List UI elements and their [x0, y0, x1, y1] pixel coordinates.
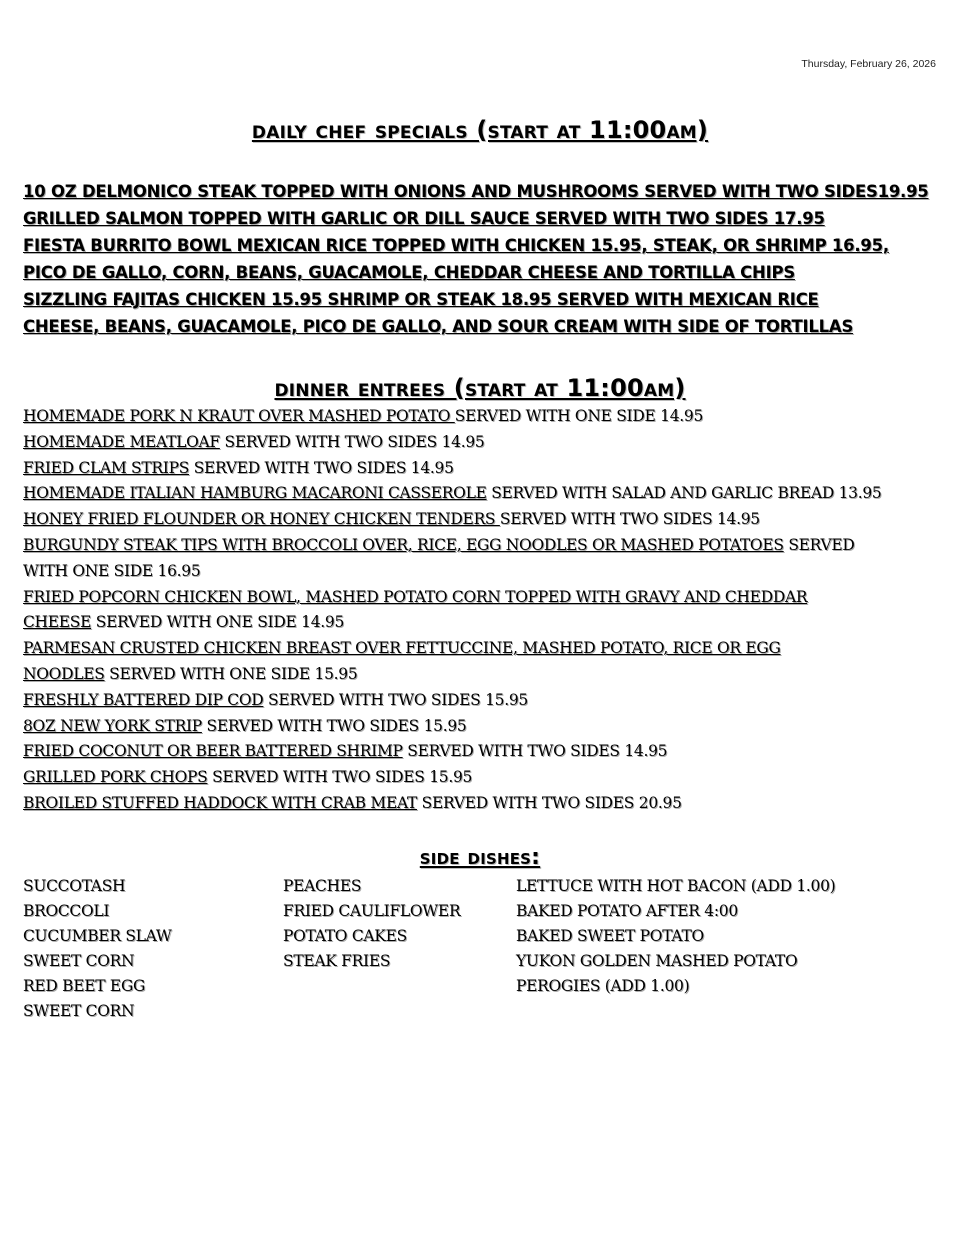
- sides-column-1: [23, 874, 172, 1024]
- entree-line: [23, 559, 938, 585]
- entrees-list: [23, 404, 938, 817]
- special-line: PICO DE GALLO, CORN, BEANS, GUACAMOLE, CHEDDAR CHEESE AND TORTILLA CHIPS: [23, 263, 795, 282]
- special-line: 10 OZ DELMONICO STEAK TOPPED WITH ONIONS AND MUSHROOMS SERVED WITH TWO SIDES19.95: [23, 182, 929, 201]
- entree-name: FRESHLY BATTERED DIP COD: [23, 690, 264, 709]
- entree-name: BROILED STUFFED HADDOCK WITH CRAB MEAT: [23, 793, 418, 812]
- entree-name: HOMEMADE MEATLOAF: [23, 432, 220, 451]
- entree-line: [23, 456, 938, 482]
- entree-name: 8OZ NEW YORK STRIP: [23, 716, 202, 735]
- entree-detail: SERVED WITH TWO SIDES 15.95: [207, 768, 473, 787]
- side-item: STEAK FRIES: [283, 952, 391, 970]
- side-item: SWEET CORN: [23, 952, 135, 970]
- entree-detail: SERVED WITH TWO SIDES 15.95: [263, 690, 528, 709]
- side-item: PEACHES: [283, 877, 362, 895]
- side-item: CUCUMBER SLAW: [23, 927, 172, 945]
- side-item: RED BEET EGG: [23, 977, 146, 995]
- entree-name: FRIED CLAM STRIPS: [23, 458, 190, 477]
- sides-column-2: [283, 874, 460, 974]
- entree-line: [23, 791, 938, 817]
- entree-line: [23, 430, 938, 456]
- side-item: YUKON GOLDEN MASHED POTATO: [516, 952, 798, 970]
- entree-name: GRILLED PORK CHOPS: [23, 768, 208, 787]
- entrees-heading: dinner entrees (start at 11:00am): [274, 374, 686, 402]
- side-item: SWEET CORN: [23, 1002, 135, 1020]
- entree-detail: SERVED WITH TWO SIDES 20.95: [417, 793, 682, 812]
- side-item: PEROGIES (ADD 1.00): [516, 977, 690, 995]
- entree-line: [23, 739, 938, 765]
- entree-name: BURGUNDY STEAK TIPS WITH BROCCOLI OVER, RICE, EGG NOODLES OR MASHED POTATOES: [23, 535, 784, 554]
- entree-detail: SERVED WITH TWO SIDES 14.95: [219, 432, 485, 451]
- side-item: FRIED CAULIFLOWER: [283, 902, 461, 920]
- side-item: BROCCOLI: [23, 902, 110, 920]
- entree-detail: SERVED WITH TWO SIDES 14.95: [189, 458, 454, 477]
- entree-detail: WITH ONE SIDE 16.95: [23, 561, 201, 580]
- entree-line: [23, 662, 938, 688]
- entree-name: HOMEMADE PORK N KRAUT OVER MASHED POTATO: [23, 407, 455, 425]
- entree-detail: SERVED WITH ONE SIDE 14.95: [454, 407, 704, 425]
- entree-detail: SERVED WITH TWO SIDES 14.95: [402, 742, 668, 761]
- entree-name: FRIED POPCORN CHICKEN BOWL, MASHED POTATO CORN TOPPED WITH GRAVY AND CHEDDAR: [23, 587, 808, 606]
- entree-name: PARMESAN CRUSTED CHICKEN BREAST OVER FETTUCCINE, MASHED POTATO, RICE OR EGG: [23, 639, 781, 658]
- entree-name: FRIED COCONUT OR BEER BATTERED SHRIMP: [23, 742, 403, 761]
- print-date: Thursday, February 26, 2026: [801, 58, 936, 70]
- entree-line: [23, 765, 938, 791]
- special-line: CHEESE, BEANS, GUACAMOLE, PICO DE GALLO, AND SOUR CREAM WITH SIDE OF TORTILLAS: [23, 317, 854, 336]
- entree-line: [23, 533, 938, 559]
- entree-detail: SERVED WITH TWO SIDES 15.95: [201, 716, 467, 735]
- entree-line: [23, 585, 938, 611]
- special-line: FIESTA BURRITO BOWL MEXICAN RICE TOPPED WITH CHICKEN 15.95, STEAK, OR SHRIMP 16.95,: [23, 236, 889, 255]
- specials-heading: daily chef specials (start at 11:00am): [251, 116, 709, 144]
- entree-detail: SERVED WITH TWO SIDES 14.95: [499, 510, 760, 529]
- entree-line: [23, 404, 938, 430]
- entree-name: CHEESE: [23, 613, 92, 632]
- entree-line: [23, 481, 938, 507]
- side-item: SUCCOTASH: [23, 877, 126, 895]
- entree-name: HONEY FRIED FLOUNDER OR HONEY CHICKEN TENDERS: [23, 510, 500, 529]
- entree-detail: SERVED: [783, 535, 855, 554]
- special-line: SIZZLING FAJITAS CHICKEN 15.95 SHRIMP OR STEAK 18.95 SERVED WITH MEXICAN RICE: [23, 290, 819, 309]
- side-item: BAKED POTATO AFTER 4:00: [516, 902, 738, 920]
- entree-detail: SERVED WITH ONE SIDE 15.95: [104, 664, 358, 683]
- entree-detail: SERVED WITH ONE SIDE 14.95: [91, 613, 345, 632]
- entree-line: [23, 688, 938, 714]
- entree-line: [23, 714, 938, 740]
- side-item: BAKED SWEET POTATO: [516, 927, 704, 945]
- entree-line: [23, 610, 938, 636]
- entree-detail: SERVED WITH SALAD AND GARLIC BREAD 13.95: [486, 484, 882, 503]
- entree-line: [23, 507, 938, 533]
- specials-list: [23, 178, 938, 340]
- sides-column-3: [516, 874, 835, 999]
- entree-line: [23, 636, 938, 662]
- entree-name: HOMEMADE ITALIAN HAMBURG MACARONI CASSEROLE: [23, 484, 487, 503]
- sides-heading: side dishes:: [419, 845, 541, 870]
- entree-name: NOODLES: [23, 664, 105, 683]
- special-line: GRILLED SALMON TOPPED WITH GARLIC OR DILL SAUCE SERVED WITH TWO SIDES 17.95: [23, 209, 825, 228]
- side-item: LETTUCE WITH HOT BACON (ADD 1.00): [516, 877, 836, 895]
- side-item: POTATO CAKES: [283, 927, 407, 945]
